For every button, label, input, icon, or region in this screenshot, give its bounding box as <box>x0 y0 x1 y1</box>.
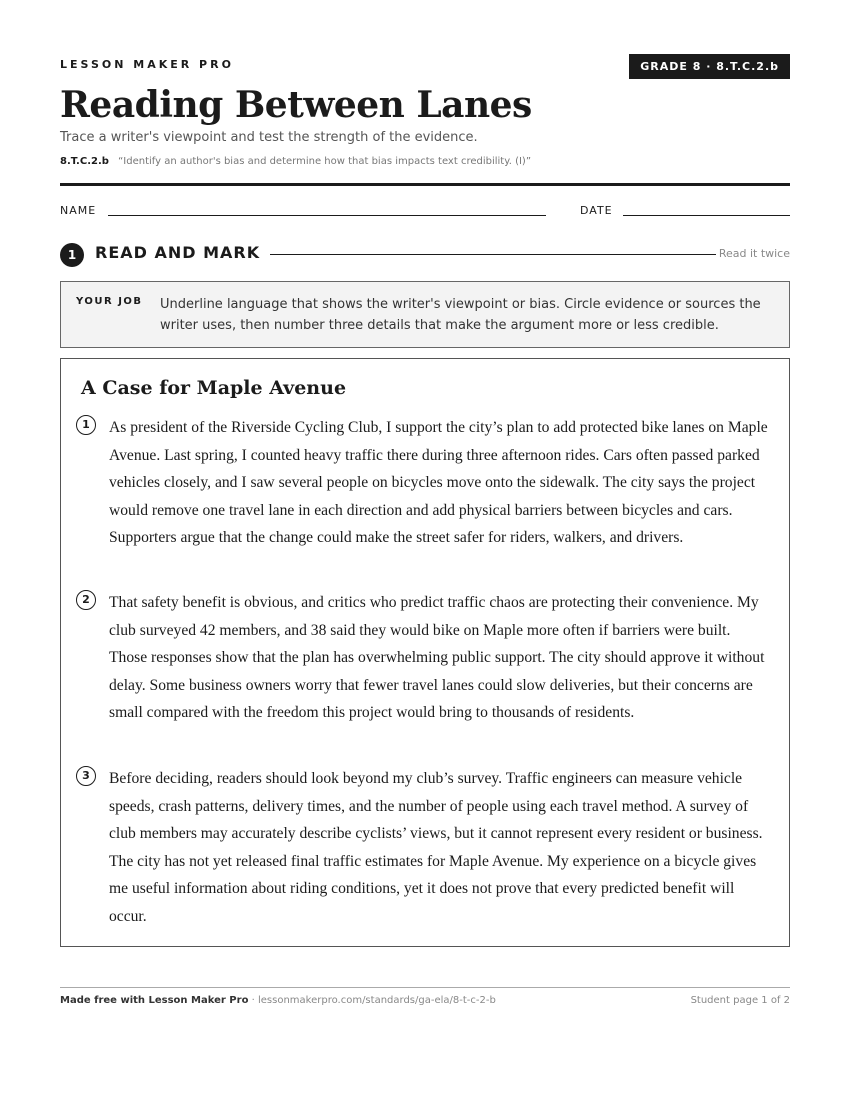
reading-passage-box <box>60 358 790 947</box>
standard-line <box>60 156 531 167</box>
section-note: Read it twice <box>718 247 790 260</box>
section-number-badge: 1 <box>60 243 84 267</box>
footer-credit <box>60 995 496 1006</box>
footer-page-number: Student page 1 of 2 <box>690 995 790 1006</box>
date-field-line[interactable] <box>623 215 790 216</box>
page-title: Reading Between Lanes <box>60 84 532 126</box>
paragraph-text: As president of the Riverside Cycling Club, I support the city’s plan to add protected bike lanes on Maple Avenue. Last spring, I counted heavy traffic there during three afternoon rides. Cars often passed parked vehicles closely, and I saw several people on bicycles move onto the sidewalk. The city says the project would remove one travel lane in each direction and add physical barriers between bicycles and cars. Supporters argue that the change could make the street safer for riders, walkers, and drivers. <box>109 419 768 546</box>
brand-name: LESSON MAKER PRO <box>60 58 234 71</box>
paragraph-text: Before deciding, readers should look beyond my club’s survey. Traffic engineers can measure vehicle speeds, crash patterns, delivery times, and the number of people using each travel method. A survey of club members may accurately describe cyclists’ views, but it cannot represent every resident or business. The city has not yet released final traffic estimates for Maple Avenue. My experience on a bicycle gives me useful information about riding conditions, yet it does not prove that every predicted benefit will occur. <box>109 770 763 925</box>
name-field-line[interactable] <box>108 215 546 216</box>
passage-title: A Case for Maple Avenue <box>81 377 347 399</box>
paragraph-number-badge: 3 <box>76 766 96 786</box>
page-subtitle: Trace a writer's viewpoint and test the strength of the evidence. <box>60 130 478 145</box>
section-title: READ AND MARK <box>95 243 261 262</box>
paragraph-number-badge: 1 <box>76 415 96 435</box>
job-label: YOUR JOB <box>76 296 143 307</box>
standard-code: 8.T.C.2.b <box>60 156 109 167</box>
name-label: NAME <box>60 204 97 217</box>
date-label: DATE <box>580 204 613 217</box>
job-box <box>60 281 790 348</box>
grade-badge: GRADE 8 · 8.T.C.2.b <box>629 54 790 79</box>
job-instructions: Underline language that shows the writer's viewpoint or bias. Circle evidence or sources the writer uses, then number three details that make the argument more or less credible. <box>160 297 761 333</box>
paragraph-text: That safety benefit is obvious, and critics who predict traffic chaos are protecting their convenience. My club surveyed 42 members, and 38 said they would bike on Maple more often if barriers were built. Those responses show that the plan has overwhelming public support. The city should approve it without delay. Some business owners worry that fewer travel lanes could slow deliveries, but their concerns are small compared with the freedom this project would bring to thousands of residents. <box>109 594 765 721</box>
header-divider <box>60 183 790 186</box>
standard-text: “Identify an author's bias and determine how that bias impacts text credibility. (I)” <box>118 156 531 167</box>
footer-url[interactable]: · lessonmakerpro.com/standards/ga-ela/8-t-c-2-b <box>248 995 496 1006</box>
footer-divider <box>60 987 790 988</box>
footer-made-with: Made free with Lesson Maker Pro <box>60 995 249 1006</box>
section-divider <box>270 254 716 255</box>
paragraph-number-badge: 2 <box>76 590 96 610</box>
